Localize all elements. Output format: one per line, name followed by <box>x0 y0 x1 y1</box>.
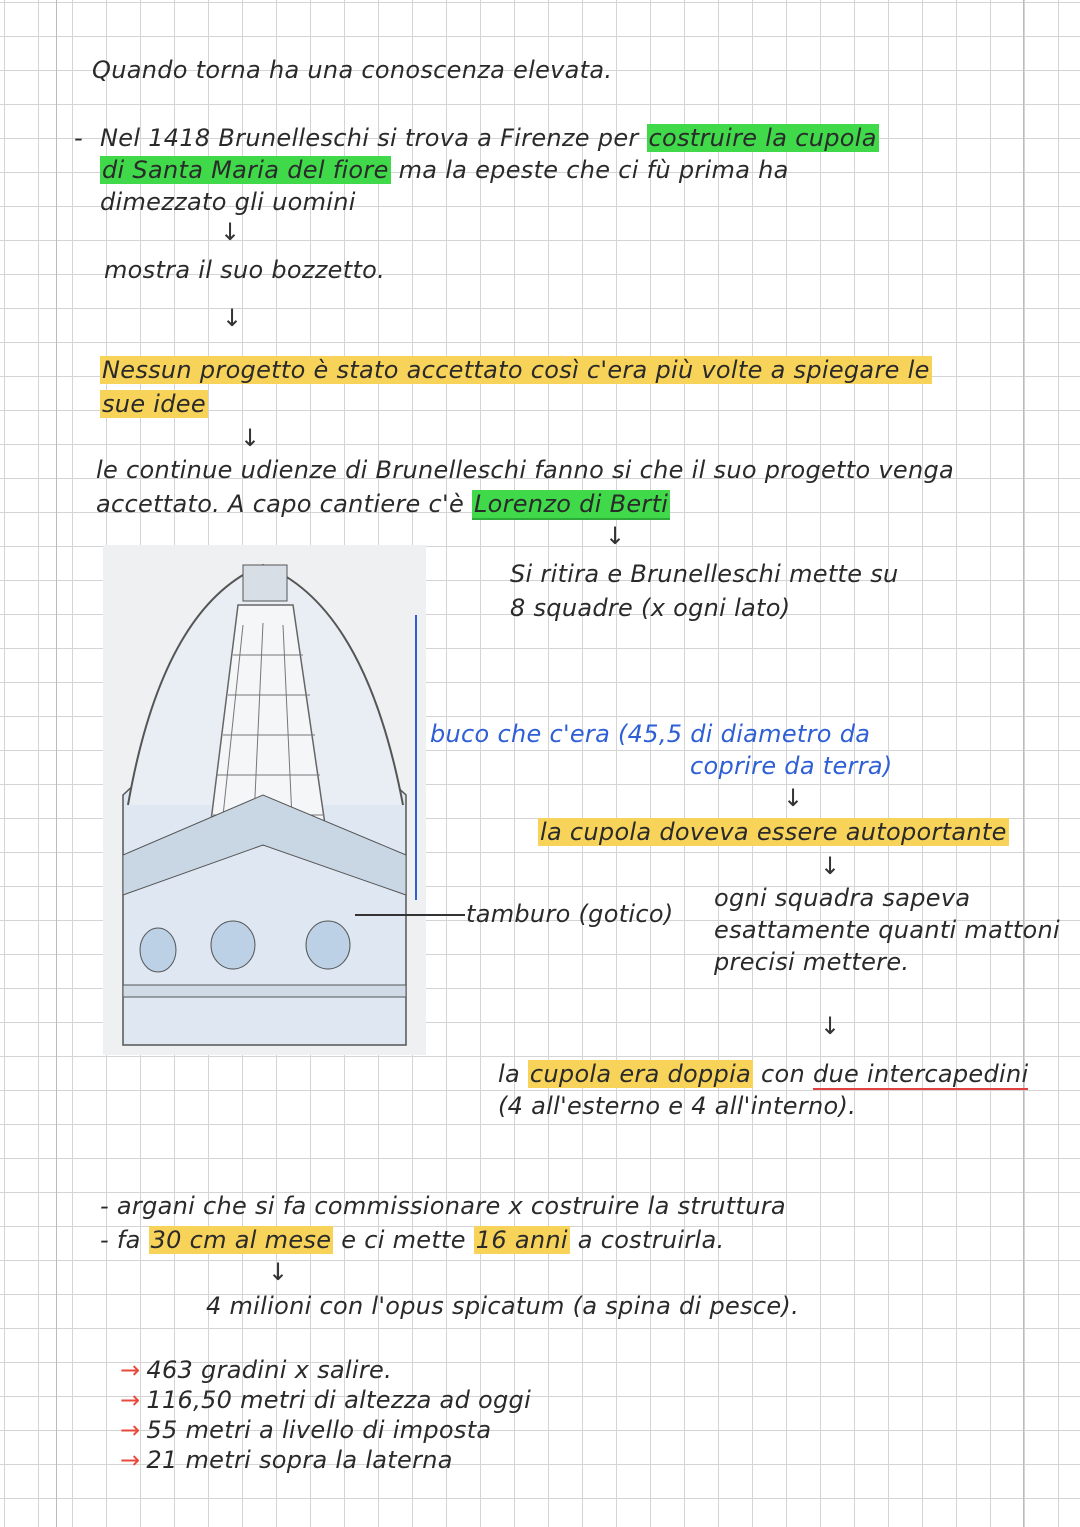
dome-drawing <box>103 545 426 1055</box>
highlight-cupola-doppia: cupola era doppia <box>529 1060 752 1088</box>
dash-marker: - <box>74 124 83 152</box>
highlight-16anni: 16 anni <box>475 1226 568 1254</box>
arrow-6: ↓ <box>820 852 841 880</box>
side-note-8: (4 all'esterno e 4 all'interno). <box>498 1092 857 1120</box>
arrow-3: ↓ <box>240 424 261 452</box>
side-note-2: 8 squadre (x ogni lato) <box>510 594 791 622</box>
list-item-1: - argani che si fa commissionare x costruire la struttura <box>100 1192 786 1220</box>
highlight-nessun-progetto: Nessun progetto è stato accettato così c'era più volte a spiegare le <box>102 356 930 384</box>
fact-item: → 55 metri a livello di imposta <box>120 1416 492 1444</box>
fact-item: → 116,50 metri di altezza ad oggi <box>120 1386 532 1414</box>
right-margin-line <box>1023 0 1024 1527</box>
blue-note-2: coprire da terra) <box>690 752 893 780</box>
list-item-3: 4 milioni con l'opus spicatum (a spina di pesce). <box>206 1292 799 1320</box>
side-note-6: precisi mettere. <box>714 948 910 976</box>
side-note-4: ogni squadra sapeva <box>714 884 971 912</box>
highlight-sue-idee: sue idee <box>102 390 206 418</box>
side-note-1: Si ritira e Brunelleschi mette su <box>510 560 899 588</box>
tamburo-label: tamburo (gotico) <box>466 900 674 928</box>
side-note-5: esattamente quanti mattoni <box>714 916 1061 944</box>
note-line-5: mostra il suo bozzetto. <box>104 256 386 284</box>
side-note-3 <box>538 818 1009 846</box>
tamburo-pointer <box>355 914 465 916</box>
highlight-autoportante: la cupola doveva essere autoportante <box>540 818 1007 846</box>
arrow-4: ↓ <box>605 522 626 550</box>
note-line-7 <box>100 390 208 418</box>
dome-illustration <box>103 545 426 1055</box>
note-line-6 <box>100 356 932 384</box>
note-line-9: accettato. A capo cantiere c'è Lorenzo di Berti <box>96 490 669 518</box>
arrow-2: ↓ <box>222 304 243 332</box>
left-margin-line <box>56 0 57 1527</box>
underline-intercapedini: due intercapedini <box>812 1060 1029 1088</box>
note-line-1: Quando torna ha una conoscenza elevata. <box>92 56 613 84</box>
arrow-1: ↓ <box>220 218 241 246</box>
highlight-costruire: costruire la cupola <box>648 124 877 152</box>
arrow-5: ↓ <box>783 784 804 812</box>
note-line-8: le continue udienze di Brunelleschi fanno si che il suo progetto venga <box>96 456 955 484</box>
note-line-3: di Santa Maria del fiore ma la epeste che ci fù prima ha <box>102 156 789 184</box>
arrow-7: ↓ <box>820 1012 841 1040</box>
height-indicator-line <box>415 615 417 900</box>
list-item-2: - fa 30 cm al mese e ci mette 16 anni a costruirla. <box>100 1226 725 1254</box>
arrow-8: ↓ <box>268 1258 289 1286</box>
fact-item: → 21 metri sopra la laterna <box>120 1446 453 1474</box>
side-note-7: la cupola era doppia con due intercapedini <box>498 1060 1029 1088</box>
highlight-santa-maria: di Santa Maria del fiore <box>102 156 389 184</box>
fact-item: → 463 gradini x salire. <box>120 1356 393 1384</box>
highlight-lorenzo: Lorenzo di Berti <box>473 490 669 518</box>
note-line-2: Nel 1418 Brunelleschi si trova a Firenze per costruire la cupola <box>100 124 877 152</box>
blue-note-1: buco che c'era (45,5 di diametro da <box>430 720 871 748</box>
highlight-30cm: 30 cm al mese <box>150 1226 332 1254</box>
note-line-4: dimezzato gli uomini <box>100 188 356 216</box>
